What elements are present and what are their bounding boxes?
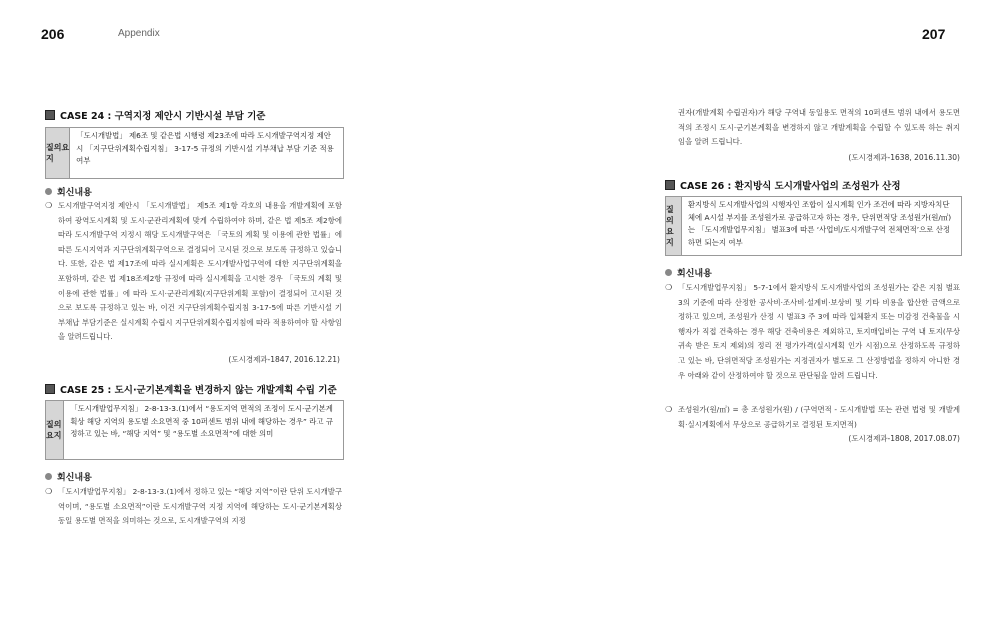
bullet-circle-icon: ❍ xyxy=(665,283,673,292)
case26-question-text: 환지방식 도시개발사업의 시행자인 조합이 실시계획 인가 조건에 따라 지방자치단체에 A시설 부지를 조성원가로 공급하고자 하는 경우, 단위면적당 조성원가(원/㎡)는 「도시개발업무지침」 별표3에 따른 ‘사업비/도시개발구역 전체면적’으로 산정하면 되는지 여부 xyxy=(687,200,952,247)
case24-title: CASE 24 : 구역지정 제안시 기반시설 부담 기준 xyxy=(60,111,266,122)
case24-reply-text: 도시개발구역지정 제안시 「도시개발법」 제5조 제1항 각호의 내용을 개발계획에 포함하여 광역도시계획 및 도시·군관리계획에 맞게 수립하여야 하며, 같은 법 제5조 제2항에 따라 도시개발구역 지정시 해당 도시개발구역은 「국토의 계획 및 이용에 관한 법률」에 따른 도시지역과 지구단위계획구역으로 결정되어 고시된 것으로 보도록 규정하고 있습니다. 또한, 같은 법 제17조에 따라 실시계획은 도시개발사업구역에 대한 지구단위계획을 포함하며, 같은 법 제18조제2항 규정에 따라 실시계획을 고시한 경우 「국토의 계획 및 이용에 관한 법률」에 따라 도시·군관리계획(지구단위계획 포함)이 결정되어 고시된 것으로 보도록 규정하고 있는 바, 이건 지구단위계획수립지침 3-17-5에 따른 기반시설 기부채납 부담기준은 실시계획 수립시 지구단위계획수립지침에 따라 적용하여야 할 사항임을 알려드립니다. xyxy=(58,201,342,342)
case24-reply-heading xyxy=(45,185,92,198)
reply-dot-icon xyxy=(45,473,52,480)
case26-reply-2 xyxy=(665,403,960,432)
case26-source: (도시경제과-1808, 2017.08.07) xyxy=(848,434,960,443)
case25-continued: 권자(개발계획 수립권자)가 해당 구역내 동일용도 면적의 10퍼센트 범위 내에서 용도면적의 조정시 도시·군기본계획을 변경하지 않고 개발계획을 수립할 수 있도록 하는 취지임을 알려 드립니다. xyxy=(678,108,960,147)
page-number-left: 206 xyxy=(41,26,65,42)
case25-reply-text: 「도시개발업무지침」 2-8-13-3.(1)에서 정하고 있는 “해당 지역”이란 단위 도시개발구역이며, “용도별 소요면적”이란 도시개발구역 지정 지역에 해당하는 도시·군기본계획상 동일 용도별 면적을 의미하는 것으로, 도시개발구역의 지정 xyxy=(58,487,342,526)
bullet-circle-icon: ❍ xyxy=(45,487,53,496)
case26-title: CASE 26 : 환지방식 도시개발사업의 조성원가 산정 xyxy=(680,181,901,192)
running-title: Appendix xyxy=(118,28,160,39)
case26-reply-heading xyxy=(665,266,712,279)
case25-reply-label: 회신내용 xyxy=(57,473,92,483)
case26-reply-label: 회신내용 xyxy=(677,269,712,279)
reply-dot-icon xyxy=(45,188,52,195)
bullet-circle-icon: ❍ xyxy=(665,405,673,414)
reply-dot-icon xyxy=(665,269,672,276)
case25-heading xyxy=(45,382,337,396)
case24-question-text: 「도시개발법」 제6조 및 같은법 시행령 제23조에 따라 도시개발구역지정 제안시 「지구단위계획수립지침」 3-17-5 규정의 기반시설 기부채납 부담 기준 적용 여부 xyxy=(76,131,334,165)
page-number-right: 207 xyxy=(922,26,946,42)
case24-source: (도시경제과-1847, 2016.12.21) xyxy=(228,355,340,364)
case26-reply-2-text: 조성원가(원/㎡) = 총 조성원가(원) / (구역면적 - 도시개발법 또는 관련 법령 및 개발계획·실시계획에서 무상으로 공급하기로 결정된 토지면적) xyxy=(678,405,960,429)
case24-question-box xyxy=(45,127,344,179)
case25-reply xyxy=(45,485,342,529)
case24-heading xyxy=(45,108,265,122)
case25-question-label: 질의요지 xyxy=(46,401,64,459)
case25-question-text: 「도시개발업무지침」 2-8-13-3.(1)에서 “용도지역 면적의 조정이 도시·군기본계획상 해당 지역의 용도별 소요면적 중 10퍼센트 범위 내에 해당하는 경우” 라고 규정하고 있는 바, “해당 지역” 및 “용도별 소요면적”에 대한 의미 xyxy=(70,404,333,438)
case25-title: CASE 25 : 도시·군기본계획을 변경하지 않는 개발계획 수립 기준 xyxy=(60,385,337,396)
case25-source: (도시경제과-1638, 2016.11.30) xyxy=(848,153,960,162)
case-marker-icon xyxy=(45,110,55,120)
case24-reply xyxy=(45,199,342,345)
case25-reply-heading xyxy=(45,470,92,483)
case24-reply-label: 회신내용 xyxy=(57,188,92,198)
case26-question-box xyxy=(665,196,962,256)
case24-question-label: 질의요지 xyxy=(46,128,70,178)
case-marker-icon xyxy=(665,180,675,190)
case25-question-box xyxy=(45,400,344,460)
case26-heading xyxy=(665,178,901,192)
bullet-circle-icon: ❍ xyxy=(45,201,53,210)
case-marker-icon xyxy=(45,384,55,394)
case26-reply-1-text: 「도시개발업무지침」 5-7-1에서 환지방식 도시개발사업의 조성원가는 같은 지침 별표3의 기준에 따라 산정한 공사비·조사비·설계비·보상비 및 기타 비용을 합산한 금액으로 정하고 있으며, 조성원가 산정 시 별표3 주 3에 따라 입체환지 또는 미감정 건축물을 시행자가 직접 건축하는 경우 해당 건축비용은 제외하고, 토지매입비는 구역 내 토지(무상귀속 받은 토지 제외)의 정리 전 평가가격(실시계획 인가 시점)으로 산정하도록 규정하고 있는 바, 단위면적당 조성원가는 지정권자가 별도로 그 산정방법을 정하지 아니한 경우 아래와 같이 산정하여야 할 것으로 판단됨을 알려 드립니다. xyxy=(678,283,960,380)
case26-reply-1 xyxy=(665,281,960,383)
case26-question-label: 질의요지 xyxy=(666,197,682,255)
